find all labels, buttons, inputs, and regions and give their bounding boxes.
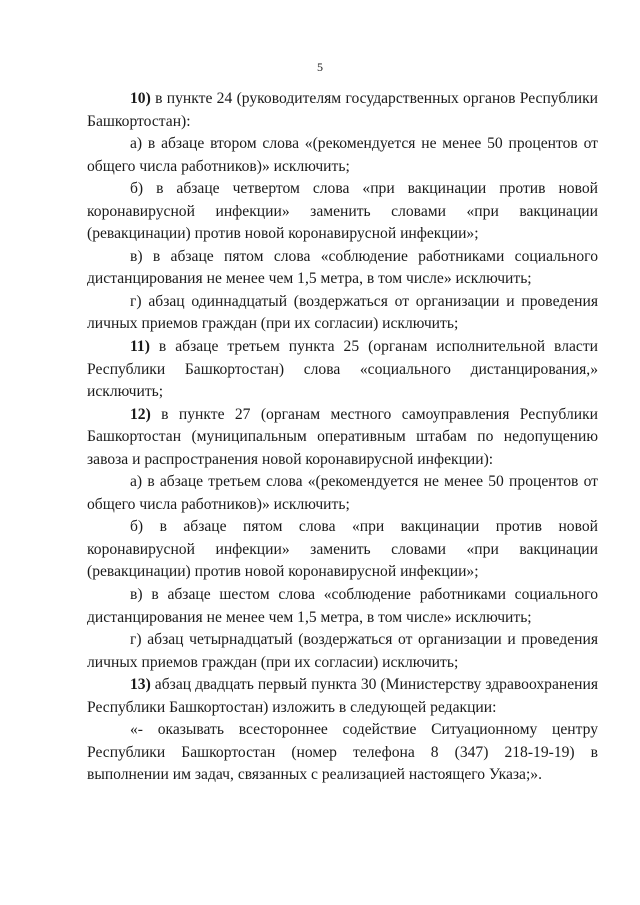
paragraph-text: а) в абзаце втором слова «(рекомендуется не менее 50 процентов от общего числа работников)» исключить; bbox=[87, 135, 598, 175]
page-number: 5 bbox=[317, 60, 323, 74]
paragraph-item-13 bbox=[87, 674, 598, 719]
paragraph-item-10 bbox=[87, 88, 598, 133]
paragraph-subitem-b bbox=[87, 516, 598, 584]
paragraph-text: б) в абзаце четвертом слова «при вакцинации против новой коронавирусной инфекции» заменить словами «при вакцинации (ревакцинации) против новой коронавирусной инфекции»; bbox=[87, 180, 598, 243]
item-number: 11) bbox=[130, 338, 150, 356]
paragraph-subitem-b bbox=[87, 178, 598, 246]
paragraph-text: а) в абзаце третьем слова «(рекомендуется не менее 50 процентов от общего числа работников)» исключить; bbox=[87, 473, 598, 513]
paragraph-text: «- оказывать всестороннее содействие Ситуационному центру Республики Башкортостан (номер телефона 8 (347) 218-19-19) в выполнении им задач, связанных с реализацией настоящего Указа;». bbox=[87, 721, 598, 784]
paragraph-subitem-g bbox=[87, 629, 598, 674]
document-body bbox=[87, 88, 598, 787]
paragraph-item-12 bbox=[87, 404, 598, 472]
paragraph-text: в) в абзаце шестом слова «соблюдение работниками социального дистанцирования не менее чем 1,5 метра, в том числе» исключить; bbox=[87, 586, 598, 626]
paragraph-subitem-a bbox=[87, 471, 598, 516]
paragraph-text: абзац двадцать первый пункта 30 (Министерству здравоохранения Республики Башкортостан) изложить в следующей редакции: bbox=[87, 676, 598, 716]
item-number: 12) bbox=[130, 405, 151, 423]
paragraph-subitem-v bbox=[87, 584, 598, 629]
item-number: 10) bbox=[130, 90, 151, 107]
paragraph-text: б) в абзаце пятом слова «при вакцинации против новой коронавирусной инфекции» заменить словами «при вакцинации (ревакцинации) против новой коронавирусной инфекции»; bbox=[87, 518, 598, 581]
paragraph-text: г) абзац четырнадцатый (воздержаться от организации и проведения личных приемов граждан (при их согласии) исключить; bbox=[87, 631, 598, 671]
paragraph-text: г) абзац одиннадцатый (воздержаться от организации и проведения личных приемов граждан (при их согласии) исключить; bbox=[87, 292, 598, 333]
paragraph-text: в абзаце третьем пункта 25 (органам исполнительной власти Республики Башкортостан) слова «социального дистанцирования,» исключить; bbox=[87, 338, 598, 401]
paragraph-text: в пункте 24 (руководителям государственных органов Республики Башкортостан): bbox=[87, 90, 598, 130]
paragraph-subitem-g bbox=[87, 291, 598, 336]
item-number: 13) bbox=[130, 676, 151, 694]
paragraph-quote bbox=[87, 719, 598, 787]
paragraph-item-11 bbox=[87, 336, 598, 404]
paragraph-subitem-v bbox=[87, 246, 598, 291]
paragraph-text: в пункте 27 (органам местного самоуправления Республики Башкортостан (муниципальным оперативным штабам по недопущению завоза и распространения новой коронавирусной инфекции): bbox=[87, 405, 598, 468]
paragraph-text: в) в абзаце пятом слова «соблюдение работниками социального дистанцирования не менее чем 1,5 метра, в том числе» исключить; bbox=[87, 247, 598, 288]
paragraph-subitem-a bbox=[87, 133, 598, 178]
